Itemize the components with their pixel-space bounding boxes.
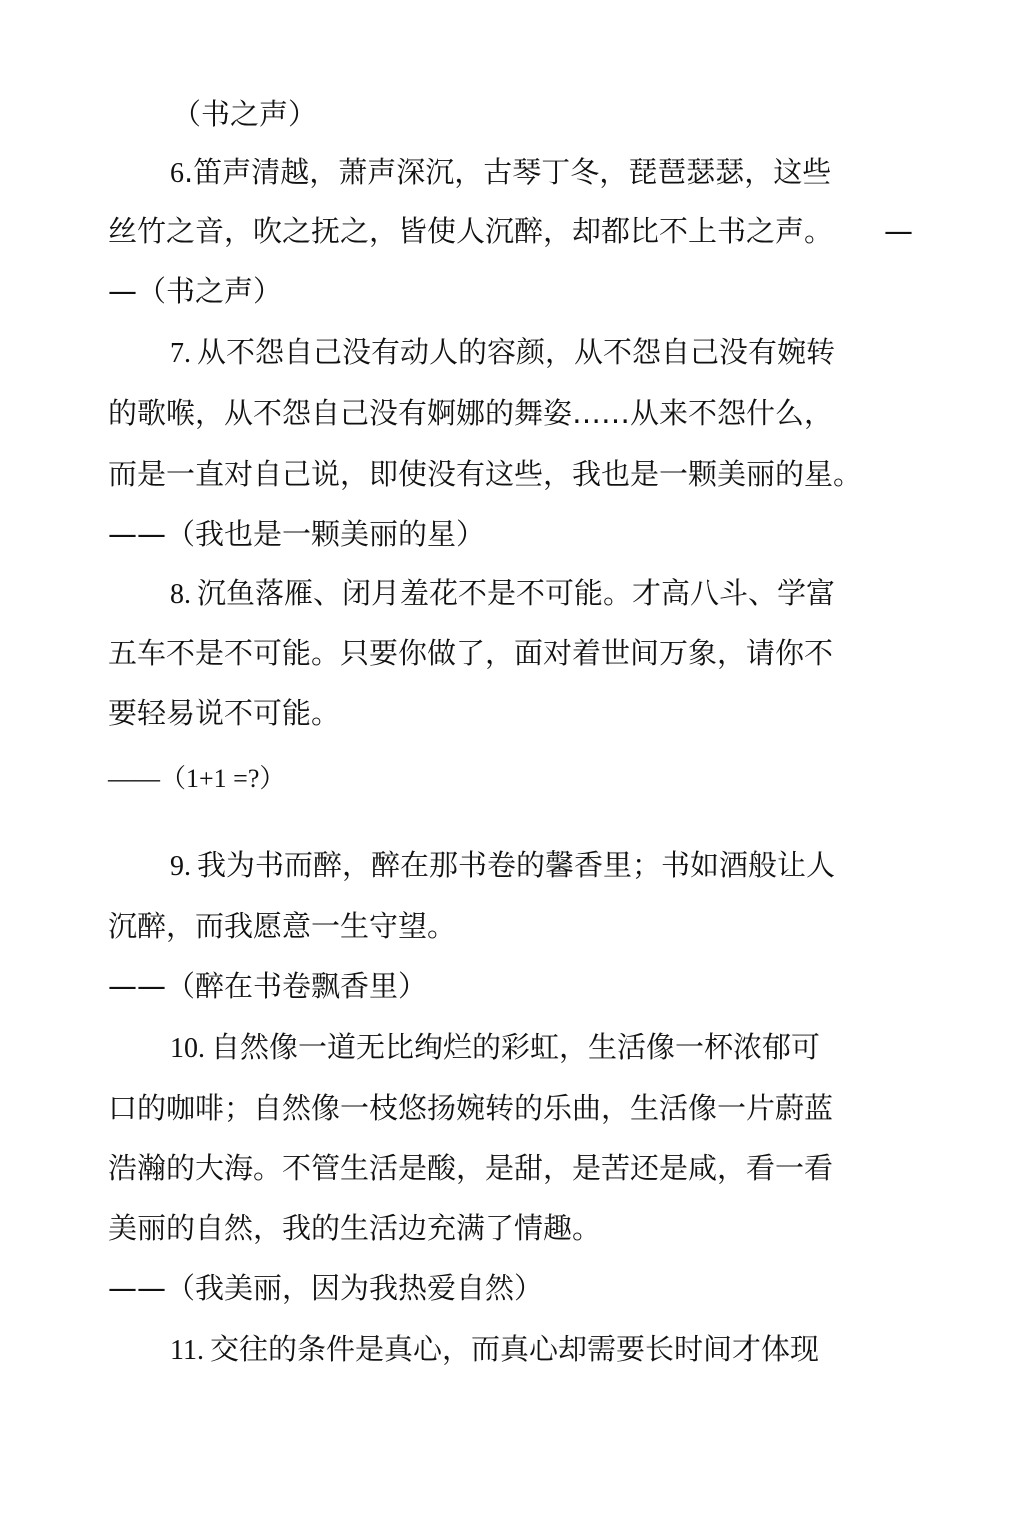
- entry-8-line-3: 要轻易说不可能。: [108, 696, 341, 730]
- entry-7-line-3: 而是一直对自己说，即使没有这些，我也是一颗美丽的星。: [108, 457, 863, 491]
- entry-number: 8.: [170, 579, 191, 610]
- entry-text: 从不怨自己没有动人的容颜，从不怨自己没有婉转: [197, 335, 836, 369]
- entry-7-line-1: [170, 332, 835, 374]
- entry-8-line-1: [170, 573, 835, 615]
- entry-number: 6: [170, 158, 184, 189]
- entry-number: 11.: [170, 1335, 204, 1366]
- entry-8-line-2: 五车不是不可能。只要你做了，面对着世间万象，请你不: [108, 636, 834, 670]
- entry-7-line-2: 的歌喉，从不怨自己没有婀娜的舞姿……从来不怨什么，: [108, 396, 834, 430]
- source-line: （书之声）: [172, 97, 318, 131]
- entry-text: .笛声清越，萧声深沉，古琴丁冬，琵琶瑟瑟，这些: [184, 155, 832, 189]
- entry-number: 10.: [170, 1033, 205, 1064]
- source-line: ——（醉在书卷飘香里）: [108, 969, 428, 1003]
- source-line: [108, 759, 285, 799]
- source-line: —（书之声）: [108, 274, 283, 308]
- dash: —: [884, 214, 913, 248]
- entry-10-line-4: 美丽的自然，我的生活边充满了情趣。: [108, 1211, 602, 1245]
- entry-number: 9.: [170, 851, 191, 882]
- entry-9-line-1: [170, 845, 835, 887]
- entry-number: 7.: [170, 338, 191, 369]
- entry-11-line-1: [170, 1329, 819, 1371]
- entry-10-line-2: 口的咖啡；自然像一枝悠扬婉转的乐曲，生活像一片蔚蓝: [108, 1091, 834, 1125]
- entry-10-line-3: 浩瀚的大海。不管生活是酸，是甜，是苦还是咸，看一看: [108, 1151, 834, 1185]
- entry-text: 自然像一道无比绚烂的彩虹，生活像一杯浓郁可: [211, 1030, 821, 1064]
- entry-text: 我为书而醉，醉在那书卷的馨香里；书如酒般让人: [197, 848, 836, 882]
- source-text: ——（1+1 =?）: [108, 764, 286, 793]
- entry-6-line-2: 丝竹之音，吹之抚之，皆使人沉醉，却都比不上书之声。: [108, 214, 834, 248]
- source-line: ——（我也是一颗美丽的星）: [108, 517, 486, 551]
- entry-6-line-1: [170, 152, 831, 194]
- entry-text: 交往的条件是真心，而真心却需要长时间才体现: [209, 1332, 819, 1366]
- entry-10-line-1: [170, 1027, 820, 1069]
- source-line: ——（我美丽，因为我热爱自然）: [108, 1271, 544, 1305]
- entry-9-line-2: 沉醉，而我愿意一生守望。: [108, 909, 457, 943]
- entry-text: 沉鱼落雁、闭月羞花不是不可能。才高八斗、学富: [197, 576, 836, 610]
